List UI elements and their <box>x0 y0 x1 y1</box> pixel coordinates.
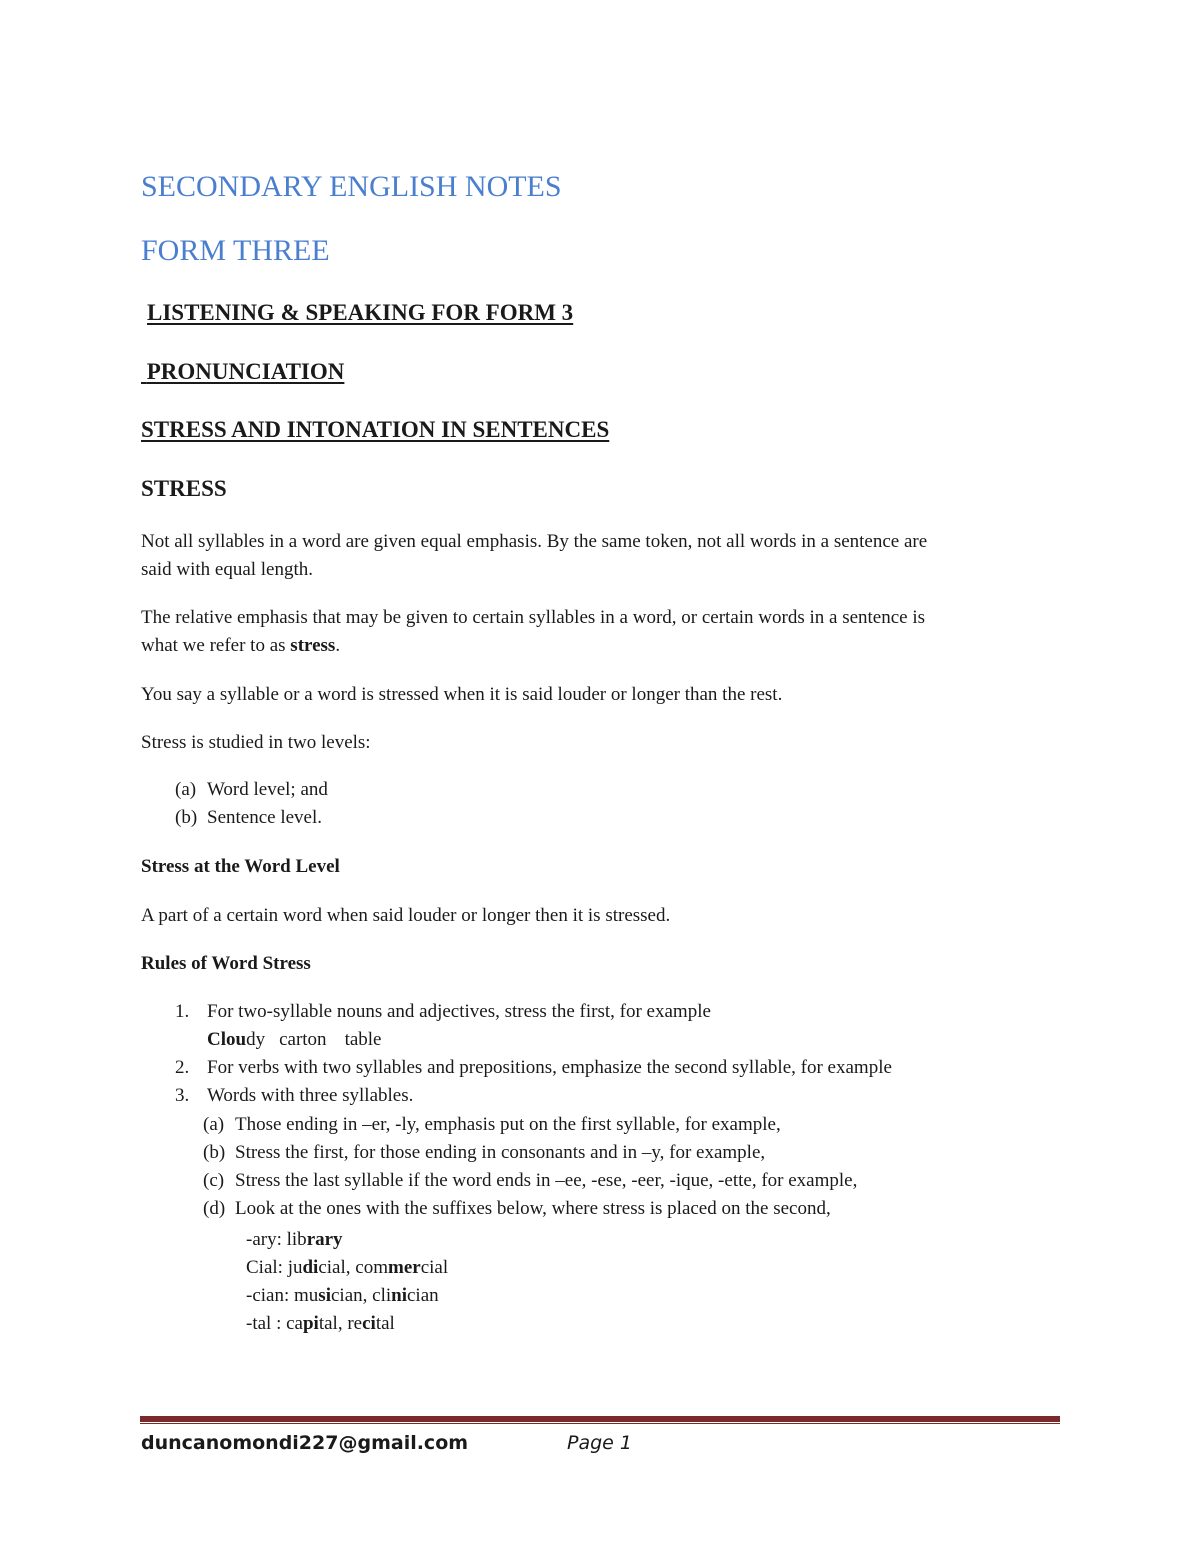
list-item: (c) Stress the last syllable if the word ends in –ee, -ese, -eer, -ique, -ette, for example, <box>203 1170 858 1191</box>
suffix-examples <box>246 1226 448 1338</box>
paragraph-2: The relative emphasis that may be given to certain syllables in a word, or certain words in a sentence is what we refer to as stress. <box>141 607 926 656</box>
footer-page-number: Page 1 <box>567 1432 632 1454</box>
heading-stress: STRESS <box>141 476 227 501</box>
footer-divider <box>140 1416 1060 1422</box>
subrules-list <box>203 1111 857 1223</box>
list-item: 3. Words with three syllables. <box>175 1085 414 1106</box>
list-item: (a) Those ending in –er, -ly, emphasis put on the first syllable, for example, <box>203 1114 781 1135</box>
suffix-cian: -cian: musician, clinician <box>246 1285 439 1306</box>
list-item: (b) Stress the first, for those ending in consonants and in –y, for example, <box>203 1142 766 1163</box>
heading-pronunciation: PRONUNCIATION <box>146 359 345 384</box>
word-level-text: A part of a certain word when said louder or longer then it is stressed. <box>141 905 671 926</box>
heading-word-level: Stress at the Word Level <box>141 856 340 877</box>
rule1-examples: Cloudy carton table <box>207 1029 382 1050</box>
heading-listening: LISTENING & SPEAKING FOR FORM 3 <box>147 300 574 325</box>
suffix-cial: Cial: judicial, commercial <box>246 1257 449 1278</box>
list-item: (a) Word level; and <box>175 779 328 800</box>
footer-email: duncanomondi227@gmail.com <box>141 1432 469 1454</box>
rules-list <box>175 998 892 1110</box>
suffix-tal: -tal : capital, recital <box>246 1313 395 1334</box>
list-item: (d) Look at the ones with the suffixes below, where stress is placed on the second, <box>203 1198 831 1219</box>
paragraph-3: You say a syllable or a word is stressed when it is said louder or longer than the rest. <box>141 684 783 705</box>
stress-keyword: stress <box>290 635 336 656</box>
list-item: 2. For verbs with two syllables and prepositions, emphasize the second syllable, for example <box>175 1057 892 1078</box>
footer-divider-thin <box>140 1423 1060 1424</box>
list-item: 1. For two-syllable nouns and adjectives, stress the first, for example <box>175 1001 711 1022</box>
page-subtitle: FORM THREE <box>141 234 330 267</box>
heading-rules: Rules of Word Stress <box>141 953 311 974</box>
page-title: SECONDARY ENGLISH NOTES <box>141 170 562 203</box>
levels-list <box>175 776 328 832</box>
list-item: (b) Sentence level. <box>175 807 323 828</box>
heading-stress-intonation: STRESS AND INTONATION IN SENTENCES <box>141 417 610 442</box>
suffix-ary: -ary: library <box>246 1229 343 1250</box>
paragraph-1: Not all syllables in a word are given equal emphasis. By the same token, not all words in a sentence are said with equal length. <box>141 531 928 580</box>
paragraph-4: Stress is studied in two levels: <box>141 732 371 753</box>
